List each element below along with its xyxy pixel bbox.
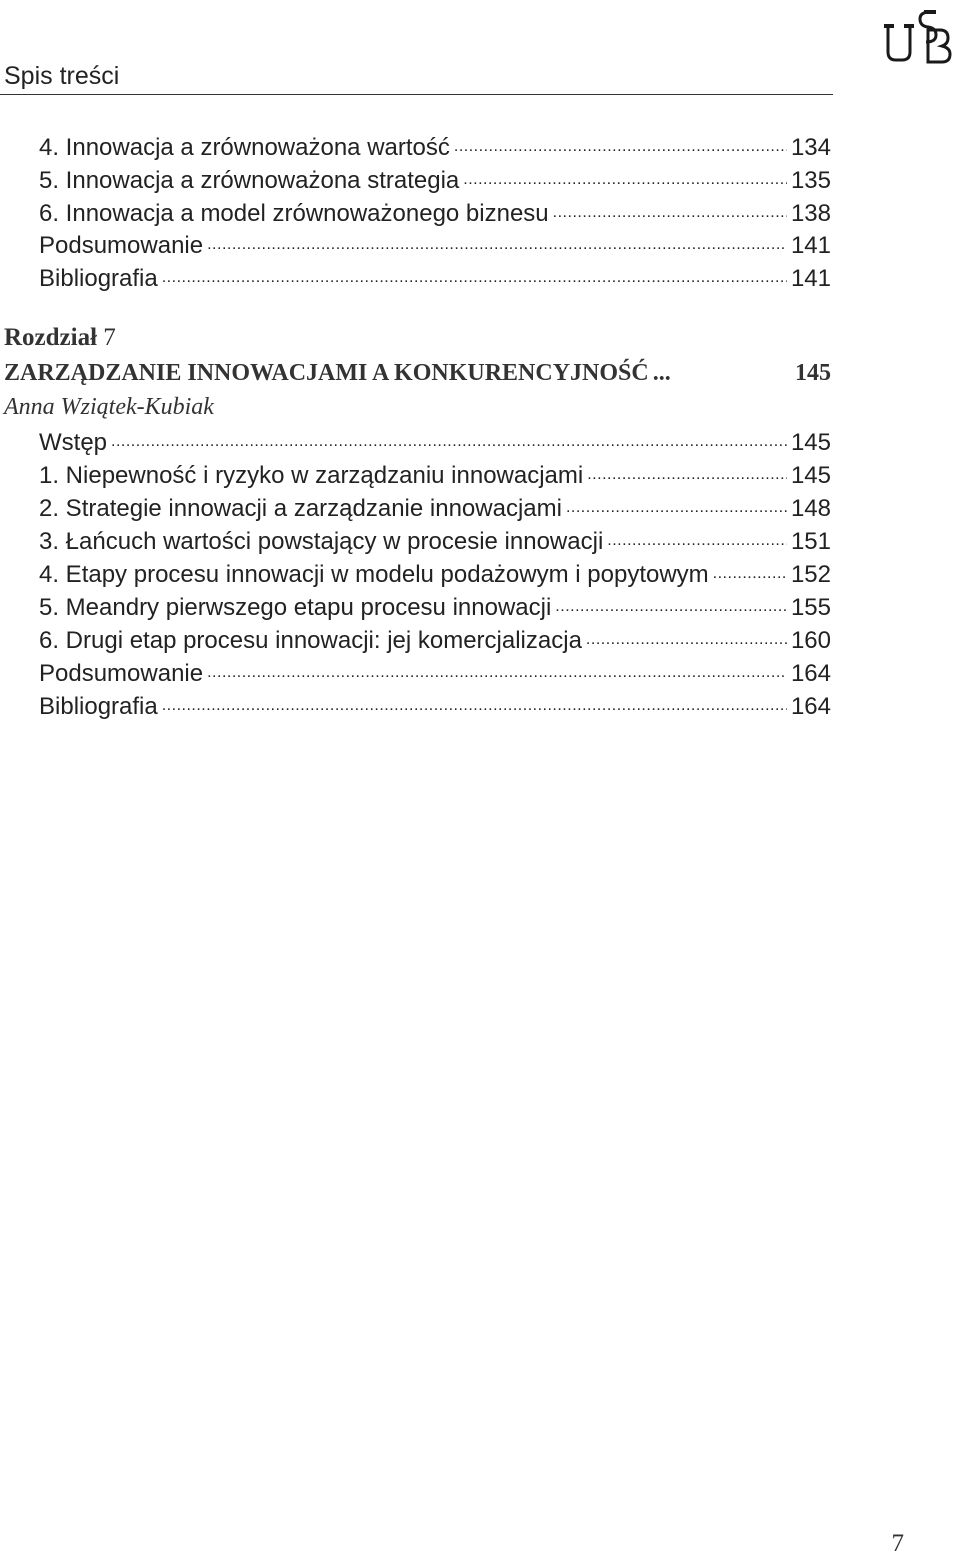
toc-entry-label: Podsumowanie [39, 232, 204, 259]
toc-entry [39, 229, 831, 261]
toc-entry-label: 6. Drugi etap procesu innowacji: jej komercjalizacja [39, 627, 582, 654]
toc-entry [39, 197, 831, 229]
chapter-title: ZARZĄDZANIE INNOWACJAMI A KONKURENCYJNOŚĆ [4, 360, 649, 386]
dot-leader [587, 459, 787, 483]
toc-entry-label: 6. Innowacja a model zrównoważonego biznesu [39, 200, 549, 227]
toc-entry-label: Bibliografia [39, 693, 158, 720]
chapter-number: 7 [103, 324, 116, 351]
dot-leader [162, 690, 787, 714]
toc-entry-page: 151 [790, 528, 831, 555]
dot-leader [463, 164, 787, 188]
toc-entry [39, 591, 831, 623]
toc-entry [39, 558, 831, 590]
toc-entry-page: 138 [790, 200, 831, 227]
header-rule [0, 94, 833, 95]
toc-entry-page: 135 [790, 167, 831, 194]
toc-entry [39, 262, 831, 294]
toc-entry [39, 131, 831, 163]
toc-entry-label: 4. Etapy procesu innowacji w modelu podażowym i popytowym [39, 561, 709, 588]
toc-entry-label: 1. Niepewność i ryzyko w zarządzaniu innowacjami [39, 462, 584, 489]
page-number: 7 [891, 1530, 904, 1557]
usb-publisher-logo-icon [884, 6, 956, 66]
toc-entry [39, 426, 831, 458]
toc-entry-label: 3. Łańcuch wartości powstający w procesie innowacji [39, 528, 604, 555]
toc-entry-page: 164 [790, 693, 831, 720]
toc-entry-label: Podsumowanie [39, 660, 204, 687]
dot-leader [607, 525, 787, 549]
toc-entry-label: 4. Innowacja a zrównoważona wartość [39, 134, 450, 161]
chapter-title-row [4, 360, 831, 387]
toc-entry [39, 690, 831, 722]
toc-entry-page: 141 [790, 232, 831, 259]
toc-entry [39, 525, 831, 557]
toc-entry [39, 164, 831, 196]
toc-entry [39, 459, 831, 491]
dot-leader [586, 624, 787, 648]
toc-entry [39, 624, 831, 656]
toc-entry-page: 145 [790, 462, 831, 489]
dot-leader [111, 426, 787, 450]
toc-entry-page: 134 [790, 134, 831, 161]
toc-entry [39, 492, 831, 524]
chapter-dot-leader: ... [652, 360, 671, 386]
toc-entry-label: 5. Meandry pierwszego etapu procesu innowacji [39, 594, 552, 621]
toc-entry-label: Wstęp [39, 429, 108, 456]
toc-entry-page: 148 [790, 495, 831, 522]
chapter-page: 145 [795, 360, 831, 386]
chapter-heading-label: Rozdział [4, 324, 98, 351]
dot-leader [555, 591, 787, 615]
toc-entry-label: 5. Innowacja a zrównoważona strategia [39, 167, 460, 194]
dot-leader [207, 657, 787, 681]
dot-leader [162, 262, 787, 286]
toc-entry-label: Bibliografia [39, 265, 158, 292]
dot-leader [713, 558, 787, 582]
dot-leader [207, 229, 787, 253]
dot-leader [553, 197, 787, 221]
toc-entry-page: 145 [790, 429, 831, 456]
toc-entry [39, 657, 831, 689]
toc-entry-label: 2. Strategie innowacji a zarządzanie innowacjami [39, 495, 562, 522]
toc-entry-page: 152 [790, 561, 831, 588]
toc-entry-page: 141 [790, 265, 831, 292]
chapter-author: Anna Wziątek-Kubiak [4, 394, 214, 420]
dot-leader [566, 492, 787, 516]
dot-leader [454, 131, 787, 155]
toc-entry-page: 160 [790, 627, 831, 654]
toc-entry-page: 155 [790, 594, 831, 621]
chapter-heading [4, 324, 116, 352]
running-header-title: Spis treści [4, 62, 120, 90]
toc-entry-page: 164 [790, 660, 831, 687]
